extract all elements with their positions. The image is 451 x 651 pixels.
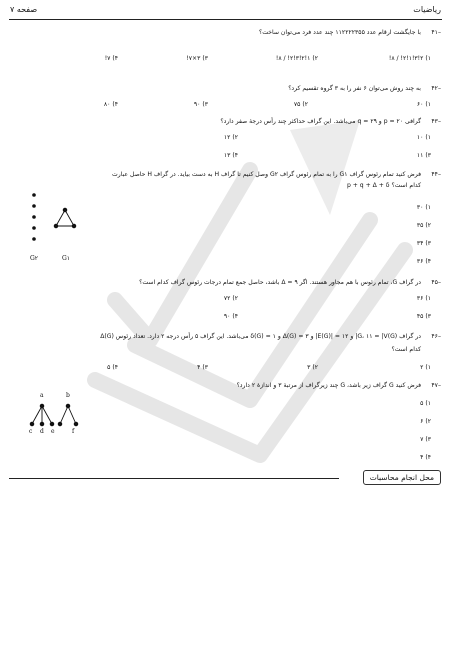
graph-label-g2: G۲	[30, 255, 39, 262]
q46-text-line2: کدام است؟	[391, 346, 421, 353]
q45-text: در گراف G، تمام رئوس با هم مجاور هستند. اگر Δ = ۹ باشد، حاصل جمع تمام درجات رئوس گراف کدام است؟	[139, 279, 421, 286]
q43-option-2: ۱۲ (۲	[223, 134, 238, 141]
calc-area-label: محل انجام محاسبات	[363, 470, 441, 485]
q47-number: ۴۷–	[431, 382, 441, 389]
vertex-label-a: a	[40, 392, 44, 399]
graph-label-g1: G۱	[62, 255, 71, 262]
page-number: صفحه ۷	[10, 5, 38, 14]
vertex-label-f: f	[72, 428, 75, 435]
q42-option-2: ۷۵ (۲	[293, 101, 308, 108]
q46-option-3: ۴ (۳	[197, 364, 208, 371]
q47-graph	[22, 396, 92, 440]
q41-text: با جایگشت ارقام عدد ۱۱۲۲۲۲۳۵۵ چند عدد فرد می‌توان ساخت؟	[259, 29, 421, 36]
q45-option-4: ۹۰ (۴	[223, 313, 238, 320]
q46-option-4: ۵ (۴	[107, 364, 118, 371]
vertex-label-d: d	[40, 428, 44, 435]
q46-text: در گراف G، ۱۱ = |V(G)| و ۱۲ = |E(G)| و ۳ = Δ(G) و ۱ = δ(G) می‌باشد. این گراف ۵ رأس درجه ۲ دارد. تعداد رئوس Δ(G)	[100, 333, 421, 340]
q45-number: ۴۵–	[431, 279, 441, 286]
q44-number: ۴۴–	[431, 171, 441, 178]
q43-option-4: ۱۳ (۴	[223, 152, 238, 159]
q41-number: ۴۱–	[431, 29, 441, 36]
q43-text: گرافی p = ۲۰ و q = ۲۹ می‌باشد. این گراف حداکثر چند رأس درجهٔ صفر دارد؟	[220, 118, 421, 125]
q44-text: فرض کنید تمام رئوس گراف G۱ را به تمام رئوس گراف G۲ وصل کنیم تا گراف H به دست بیاید. در گراف H حاصل عبارت	[112, 171, 421, 178]
q45-option-2: ۷۲ (۲	[223, 295, 238, 302]
q43-option-3: ۱۱ (۳	[416, 152, 431, 159]
subject-title: ریاضیات	[413, 5, 441, 14]
q41-option-2: !۸ / !۲!۳!۲!۱ (۲	[275, 55, 318, 62]
q47-option-1: ۵ (۱	[420, 400, 431, 407]
vertex-label-e: e	[51, 428, 55, 435]
q46-option-2: ۳ (۲	[307, 364, 318, 371]
q47-option-2: ۶ (۲	[420, 418, 431, 425]
q44-text-line2: p + q + Δ + δ کدام است؟	[346, 182, 421, 189]
vertex-label-b: b	[66, 392, 70, 399]
q42-option-4: ۸۰ (۴	[103, 101, 118, 108]
q42-number: ۴۲–	[431, 85, 441, 92]
q47-text: فرض کنید G گراف زیر باشد، G چند زیرگراف از مرتبهٔ ۳ و اندازهٔ ۲ دارد؟	[236, 382, 421, 389]
q44-option-1: ۳۰ (۱	[416, 204, 431, 211]
q44-option-3: ۳۴ (۳	[416, 240, 431, 247]
q43-number: ۴۳–	[431, 118, 441, 125]
q46-option-1: ۲ (۱	[420, 364, 431, 371]
q47-option-3: ۷ (۳	[420, 436, 431, 443]
q45-option-3: ۴۵ (۳	[416, 313, 431, 320]
q41-option-3: !۷×۳ (۳	[186, 55, 208, 62]
q46-number: ۴۶–	[431, 333, 441, 340]
q44-graphs	[22, 188, 92, 260]
vertex-label-c: c	[29, 428, 33, 435]
q42-option-3: ۹۰ (۳	[193, 101, 208, 108]
q44-option-2: ۳۵ (۲	[416, 222, 431, 229]
q44-option-4: ۳۶ (۴	[416, 258, 431, 265]
q47-option-4: ۴ (۴	[420, 454, 431, 461]
q41-option-4: !۷ (۴	[104, 55, 118, 62]
q42-text: به چند روش می‌توان ۶ نفر را به ۳ گروه تقسیم کرد؟	[288, 85, 421, 92]
calc-area-rule	[9, 478, 339, 479]
q42-option-1: ۶۰ (۱	[416, 101, 431, 108]
header-rule	[9, 19, 442, 20]
q43-option-1: ۱۰ (۱	[416, 134, 431, 141]
q45-option-1: ۳۶ (۱	[416, 295, 431, 302]
q41-option-1: !۸ / !۲!۱!۳!۲ (۱	[388, 55, 431, 62]
